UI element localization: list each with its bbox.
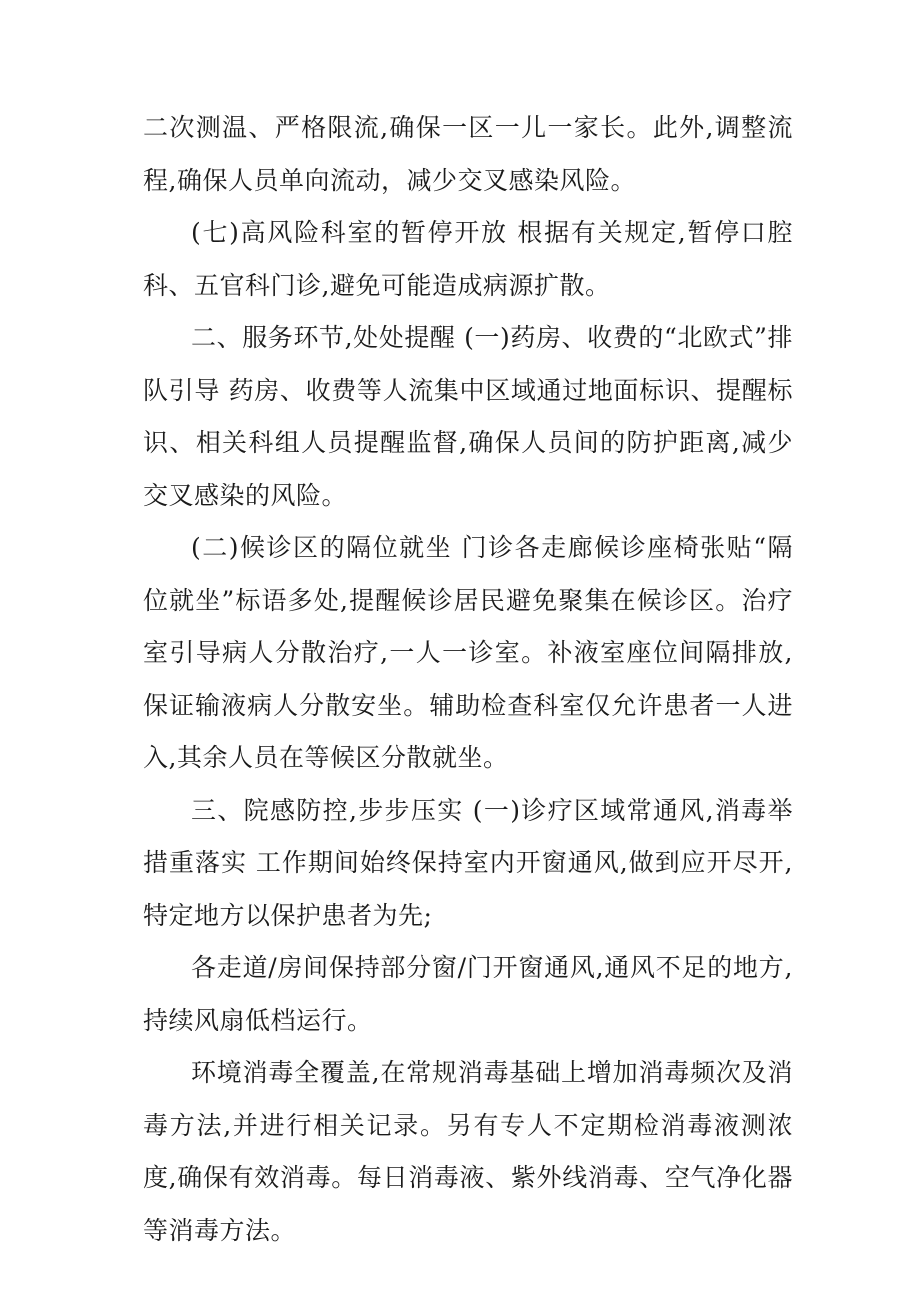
paragraph-disinfection: 环境消毒全覆盖,在常规消毒基础上增加消毒频次及消毒方法,并进行相关记录。另有专人不定期检消毒液测浓度,确保有效消毒。每日消毒液、紫外线消毒、空气净化器等消毒方法。 — [143, 1058, 793, 1245]
paragraph-section-7-high-risk-departments: (七)高风险科室的暂停开放 根据有关规定,暂停口腔科、五官科门诊,避免可能造成病源扩散。 — [143, 218, 793, 300]
paragraph-section-2-service-reminders: 二、服务环节,处处提醒 (一)药房、收费的“北欧式”排队引导 药房、收费等人流集中区域通过地面标识、提醒标识、相关科组人员提醒监督,确保人员间的防护距离,减少交叉感染的风险。 — [143, 323, 793, 510]
paragraph-ventilation: 各走道/房间保持部分窗/门开窗通风,通风不足的地方,持续风扇低档运行。 — [143, 953, 793, 1035]
paragraph-waiting-area-seating: (二)候诊区的隔位就坐 门诊各走廊候诊座椅张贴“隔位就坐”标语多处,提醒候诊居民避免聚集在候诊区。治疗室引导病人分散治疗,一人一诊室。补液室座位间隔排放,保证输液病人分散安坐。辅助检查科室仅允许患者一人进入,其余人员在等候区分散就坐。 — [143, 533, 793, 772]
document-body — [143, 102, 793, 1257]
paragraph-section-3-infection-control: 三、院感防控,步步压实 (一)诊疗区域常通风,消毒举措重落实 工作期间始终保持室内开窗通风,做到应开尽开,特定地方以保护患者为先; — [143, 795, 793, 930]
paragraph-continuation: 二次测温、严格限流,确保一区一儿一家长。此外,调整流程,确保人员单向流动，减少交叉感染风险。 — [143, 113, 793, 195]
